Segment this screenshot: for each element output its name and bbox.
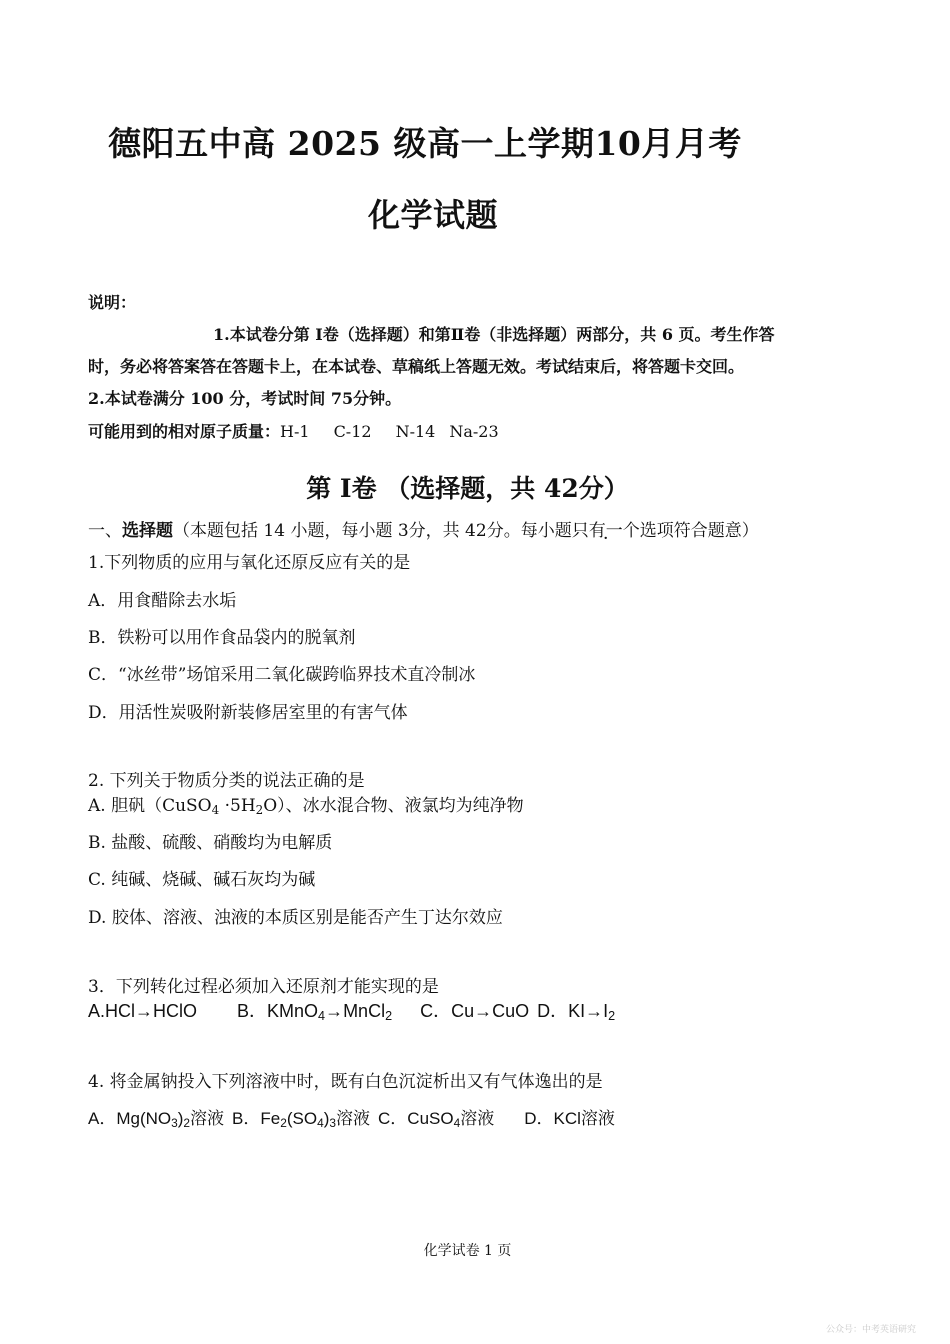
part-label: 选择题	[122, 521, 173, 541]
question-3-option-b	[237, 1001, 393, 1024]
q4c-sub: 4	[453, 1115, 461, 1130]
question-2-stem: 2. 下列关于物质分类的说法正确的是	[88, 771, 365, 791]
emphasis-only-one: 只有一个	[571, 521, 640, 541]
question-4-stem: 4. 将金属钠投入下列溶液中时，既有白色沉淀析出又有气体逸出的是	[88, 1072, 603, 1092]
question-2-option-d: D. 胶体、溶液、浊液的本质区别是能否产生丁达尔效应	[88, 908, 503, 928]
q4b-text-1: B．Fe	[232, 1109, 281, 1128]
question-2-option-c: C. 纯碱、烧碱、碱石灰均为碱	[88, 870, 316, 890]
part-desc-a: （本题包括 14 小题，每小题 3分，共 42分。每小题	[173, 521, 572, 541]
q4a-text-1: A．Mg(NO	[88, 1109, 172, 1128]
question-1-option-c: C．“冰丝带”场馆采用二氧化碳跨临界技术直冷制冰	[88, 665, 476, 685]
question-4-options	[88, 1104, 615, 1129]
question-3-options	[88, 997, 615, 1023]
instructions-heading: 说明：	[88, 293, 137, 312]
question-3-option-a: A.HCl→HClO	[88, 1001, 198, 1021]
atomic-mass-na: Na-23	[449, 422, 499, 441]
q4b-sub-2: 4	[317, 1115, 324, 1130]
q4c-text-1: C．CuSO	[378, 1109, 454, 1128]
q2a-text-3: O）、冰水混合物、液氯均为纯净物	[263, 796, 524, 816]
q4b-sub-3: 3	[329, 1115, 337, 1130]
question-1-stem: 1.下列物质的应用与氧化还原反应有关的是	[88, 553, 411, 573]
exam-title: 德阳五中高 2025 级高一上学期10月月考	[108, 124, 742, 163]
q2a-sub-2: 2	[255, 802, 264, 817]
question-3-option-d	[537, 1001, 616, 1024]
q4b-text-2: (SO	[286, 1109, 318, 1128]
q2a-text-2: ·5H	[219, 796, 256, 816]
page-number: 化学试卷 1 页	[423, 1243, 512, 1259]
q3b-text-1: B．KMnO	[237, 1001, 319, 1021]
part-desc-c: 选项符合题意）	[639, 521, 759, 541]
instruction-item-2: 2.本试卷满分 100 分，考试时间 75分钟。	[88, 389, 402, 408]
question-3-stem: 3．下列转化过程必须加入还原剂才能实现的是	[88, 977, 439, 997]
question-1-option-d: D．用活性炭吸附新装修居室里的有害气体	[88, 703, 408, 723]
question-4-option-c	[378, 1109, 494, 1128]
question-3-option-c: C．Cu→CuO	[420, 1001, 530, 1021]
q4b-sub-1: 2	[280, 1115, 287, 1130]
atomic-mass-c: C-12	[333, 422, 372, 441]
q3d-sub: 2	[608, 1009, 616, 1024]
question-4-option-b	[232, 1109, 370, 1128]
question-4-option-a	[88, 1109, 224, 1128]
subject-title: 化学试题	[367, 196, 498, 234]
q4a-sub-1: 3	[171, 1115, 178, 1130]
atomic-mass-h: H-1	[280, 422, 310, 441]
q4a-text-2: )	[177, 1109, 184, 1128]
atomic-mass-line	[88, 419, 499, 442]
q3b-text-2: →MnCl	[325, 1001, 386, 1021]
watermark: 公众号：中考英语研究	[826, 1325, 917, 1335]
q3d-text: D．KI→I	[537, 1001, 609, 1021]
q4c-text-2: 溶液	[460, 1109, 495, 1128]
q4a-sub-2: 2	[183, 1115, 191, 1130]
atomic-mass-label: 可能用到的相对原子质量：	[88, 422, 281, 441]
atomic-mass-n: N-14	[395, 422, 436, 441]
q4b-text-4: 溶液	[336, 1109, 371, 1128]
part-number: 一、	[88, 521, 122, 541]
q3b-sub-2: 2	[385, 1009, 393, 1024]
q4a-text-3: 溶液	[190, 1109, 225, 1128]
instruction-item-1-line-2: 时，务必将答案答在答题卡上，在本试卷、草稿纸上答题无效。考试结束后，将答题卡交回。	[88, 357, 745, 376]
q2a-text-1: A. 胆矾（CuSO	[88, 796, 212, 816]
q3b-sub-1: 4	[318, 1009, 326, 1024]
question-1-option-b: B．铁粉可以用作食品袋内的脱氧剂	[88, 628, 356, 648]
question-2-option-a	[88, 791, 524, 816]
question-1-option-a: A．用食醋除去水垢	[88, 591, 237, 611]
section-1-instructions	[88, 516, 759, 541]
question-4-option-d: D．KCl溶液	[524, 1109, 615, 1128]
q4b-text-3: )	[323, 1109, 330, 1128]
section-1-title: 第 Ⅰ卷 （选择题，共 42分）	[306, 474, 629, 503]
instruction-item-1-line-1: 1.本试卷分第 Ⅰ卷（选择题）和第Ⅱ卷（非选择题）两部分，共 6 页。考生作答	[213, 325, 775, 344]
q2a-sub-1: 4	[211, 802, 220, 817]
question-2-option-b: B. 盐酸、硫酸、硝酸均为电解质	[88, 833, 333, 853]
